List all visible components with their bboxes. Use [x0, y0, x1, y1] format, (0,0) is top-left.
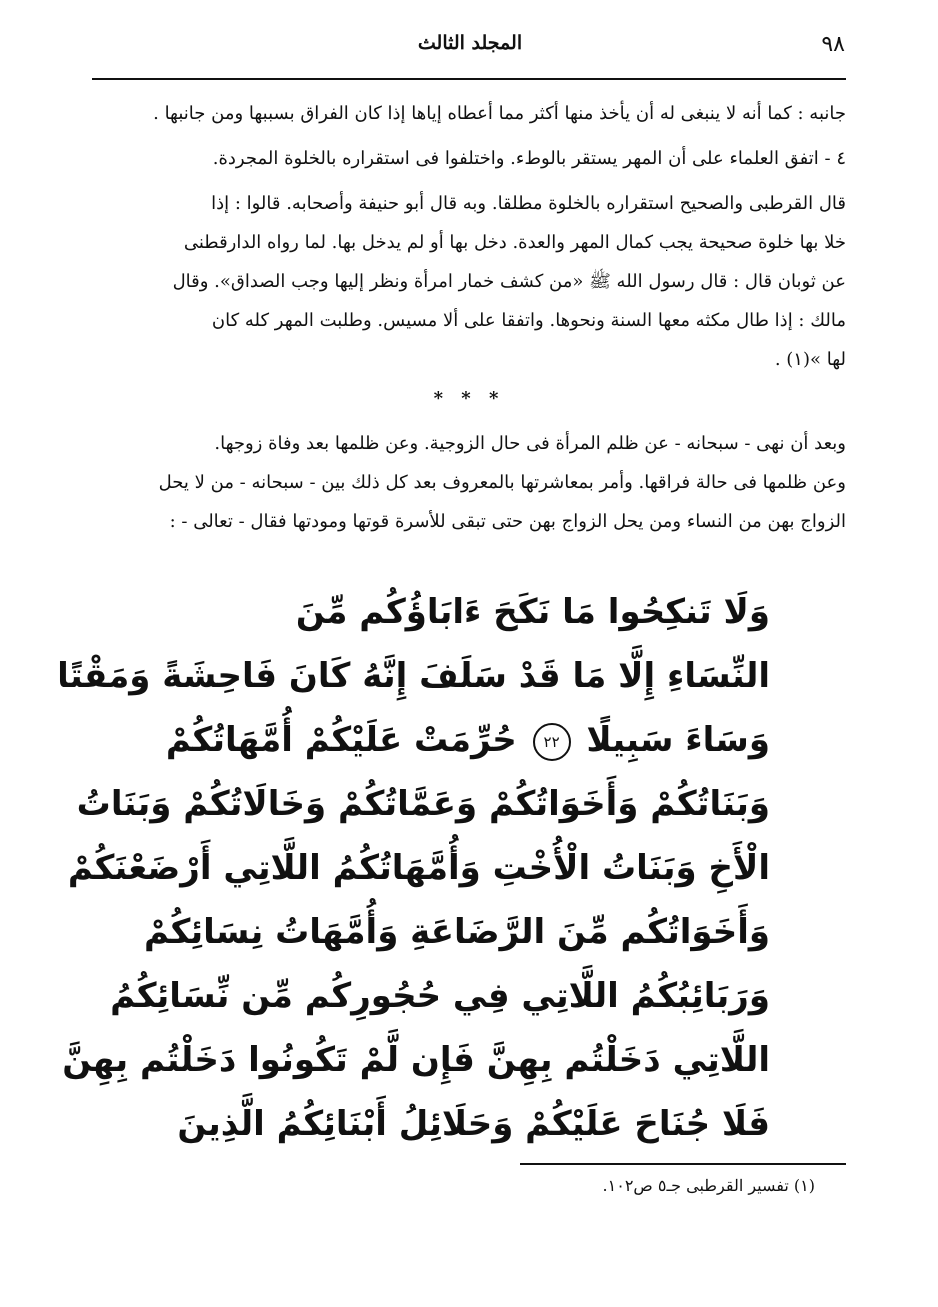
verse-line: وَرَبَائِبُكُمُ اللَّاتِي فِي حُجُورِكُم مِّن نِّسَائِكُمُ: [110, 976, 770, 1016]
text-line: وبعد أن نهى - سبحانه - عن ظلم المرأة فى حال الزوجية. وعن ظلمها بعد وفاة زوجها.: [214, 433, 846, 454]
paragraph-4: [92, 424, 846, 541]
paragraph-3: [92, 184, 846, 379]
text-line: لها »(١) .: [774, 349, 846, 370]
text-line: جانبه : كما أنه لا ينبغى له أن يأخذ منها أكثر مما أعطاه إياها إذا كان الفراق بسببها ومن جانبها .: [153, 103, 846, 124]
text-line: خلا بها خلوة صحيحة يجب كمال المهر والعدة. دخل بها أو لم يدخل بها. لما رواه الدارقطنى: [183, 232, 846, 253]
verse-segment: وَسَاءَ سَبِيلًا: [586, 720, 770, 760]
text-line: مالك : إذا طال مكثه معها السنة ونحوها. واتفقا على ألا مسيس. وطلبت المهر كله كان: [211, 310, 846, 331]
verse-line: وَبَنَاتُكُمْ وَأَخَوَاتُكُمْ وَعَمَّاتُكُمْ وَخَالَاتُكُمْ وَبَنَاتُ: [76, 784, 770, 824]
volume-title: المجلد الثالث: [417, 32, 523, 54]
text-line: وعن ظلمها فى حالة فراقها. وأمر بمعاشرتها بالمعروف بعد كل ذلك بين - سبحانه - من لا يحل: [158, 472, 846, 493]
verse-line-with-ayah-marker: [165, 708, 770, 772]
verse-segment: حُرِّمَتْ عَلَيْكُمْ أُمَّهَاتُكُمْ: [165, 720, 517, 760]
verse-line: فَلَا جُنَاحَ عَلَيْكُمْ وَحَلَائِلُ أَبْنَائِكُمُ الَّذِينَ: [177, 1104, 770, 1144]
header-rule: [92, 78, 846, 80]
paragraph-2: [92, 139, 846, 178]
verse-line: النِّسَاءِ إِلَّا مَا قَدْ سَلَفَ إِنَّهُ كَانَ فَاحِشَةً وَمَقْتًا: [57, 656, 770, 696]
verse-line: اللَّاتِي دَخَلْتُم بِهِنَّ فَإِن لَّمْ تَكُونُوا دَخَلْتُم بِهِنَّ: [62, 1040, 770, 1080]
section-separator: * * *: [433, 388, 505, 409]
footnote-rule: [520, 1163, 846, 1165]
page-header: [95, 30, 845, 70]
verse-line: وَلَا تَنكِحُوا مَا نَكَحَ ءَابَاؤُكُم مِّنَ: [295, 592, 770, 632]
text-line: ٤ - اتفق العلماء على أن المهر يستقر بالوطء. واختلفوا فى استقراره بالخلوة المجردة.: [212, 148, 846, 169]
verse-line: الْأَخِ وَبَنَاتُ الْأُخْتِ وَأُمَّهَاتُكُمُ اللَّاتِي أَرْضَعْنَكُمْ: [67, 848, 770, 888]
quran-verse-block: [57, 580, 770, 1156]
text-line: الزواج بهن من النساء ومن يحل الزواج بهن حتى تبقى للأسرة قوتها ومودتها فقال - تعالى - :: [169, 511, 846, 532]
page-number: ٩٨: [821, 32, 845, 57]
ayah-number-marker: ٢٢: [533, 723, 571, 761]
paragraph-1: [92, 94, 846, 133]
text-line: عن ثوبان قال : قال رسول الله ﷺ «من كشف خمار امرأة ونظر إليها وجب الصداق». وقال: [172, 271, 846, 292]
verse-line: وَأَخَوَاتُكُم مِّنَ الرَّضَاعَةِ وَأُمَّهَاتُ نِسَائِكُمْ: [143, 912, 770, 952]
footnote: (١) تفسير القرطبى جـ٥ ص١٠٢.: [602, 1176, 815, 1195]
text-line: قال القرطبى والصحيح استقراره بالخلوة مطلقا. وبه قال أبو حنيفة وأصحابه. قالوا : إذا: [211, 193, 846, 214]
